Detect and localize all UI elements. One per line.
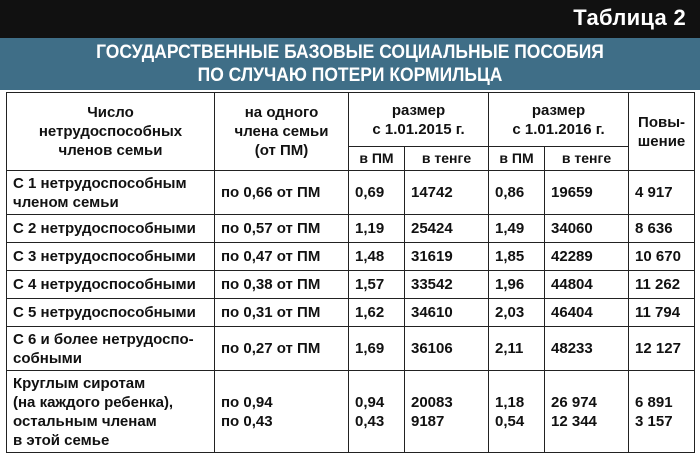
row-tenge-2016: 42289 [545, 243, 629, 271]
row-pm-2015: 1,48 [349, 243, 405, 271]
row-tenge-2016: 48233 [545, 327, 629, 371]
row-label: С 1 нетрудоспособным членом семьи [7, 171, 215, 215]
row-per-member: по 0,38 от ПМ [215, 271, 349, 299]
subheader-tenge-2016: в тенге [545, 147, 629, 171]
header-size-2016: размер с 1.01.2016 г. [489, 93, 629, 147]
table-label: Таблица 2 [573, 5, 686, 30]
row-increase: 8 636 [629, 215, 695, 243]
row-pm-2016: 2,03 [489, 299, 545, 327]
row-pm-2015: 1,62 [349, 299, 405, 327]
row-pm-2015: 1,69 [349, 327, 405, 371]
row-per-member: по 0,66 от ПМ [215, 171, 349, 215]
row-tenge-2016: 26 974 12 344 [545, 371, 629, 453]
row-label: Круглым сиротам (на каждого ребенка), остальным членам в этой семье [7, 371, 215, 453]
table-row [7, 243, 695, 271]
row-tenge-2015: 34610 [405, 299, 489, 327]
row-label: С 2 нетрудоспособными [7, 215, 215, 243]
row-pm-2015: 0,69 [349, 171, 405, 215]
benefits-table [6, 92, 695, 453]
top-bar [0, 0, 700, 38]
table-row [7, 171, 695, 215]
row-increase: 4 917 [629, 171, 695, 215]
row-pm-2015: 1,57 [349, 271, 405, 299]
row-tenge-2016: 46404 [545, 299, 629, 327]
table-row [7, 299, 695, 327]
header-per-member: на одного члена семьи (от ПМ) [215, 93, 349, 171]
row-per-member: по 0,31 от ПМ [215, 299, 349, 327]
row-increase: 11 794 [629, 299, 695, 327]
row-pm-2015: 0,94 0,43 [349, 371, 405, 453]
header-increase: Повы- шение [629, 93, 695, 171]
row-per-member: по 0,57 от ПМ [215, 215, 349, 243]
table-title [0, 38, 700, 90]
subheader-tenge-2015: в тенге [405, 147, 489, 171]
row-per-member: по 0,47 от ПМ [215, 243, 349, 271]
row-increase: 10 670 [629, 243, 695, 271]
row-pm-2015: 1,19 [349, 215, 405, 243]
row-tenge-2015: 31619 [405, 243, 489, 271]
subheader-pm-2015: в ПМ [349, 147, 405, 171]
row-tenge-2016: 19659 [545, 171, 629, 215]
table-row [7, 327, 695, 371]
row-increase: 12 127 [629, 327, 695, 371]
title-line-1: ГОСУДАРСТВЕННЫЕ БАЗОВЫЕ СОЦИАЛЬНЫЕ ПОСОБИЯ [96, 42, 604, 63]
row-increase: 6 891 3 157 [629, 371, 695, 453]
row-pm-2016: 1,18 0,54 [489, 371, 545, 453]
row-pm-2016: 0,86 [489, 171, 545, 215]
row-tenge-2015: 25424 [405, 215, 489, 243]
title-line-2: ПО СЛУЧАЮ ПОТЕРИ КОРМИЛЬЦА [197, 65, 503, 86]
row-tenge-2016: 34060 [545, 215, 629, 243]
row-label: С 5 нетрудоспособными [7, 299, 215, 327]
row-pm-2016: 1,85 [489, 243, 545, 271]
row-tenge-2016: 44804 [545, 271, 629, 299]
row-label: С 6 и более нетрудоспо- собными [7, 327, 215, 371]
row-per-member: по 0,27 от ПМ [215, 327, 349, 371]
row-pm-2016: 1,96 [489, 271, 545, 299]
table-row [7, 271, 695, 299]
row-tenge-2015: 36106 [405, 327, 489, 371]
row-pm-2016: 2,11 [489, 327, 545, 371]
row-tenge-2015: 33542 [405, 271, 489, 299]
header-family-members: Число нетрудоспособных членов семьи [7, 93, 215, 171]
row-increase: 11 262 [629, 271, 695, 299]
table-row-orphans [7, 371, 695, 453]
row-label: С 3 нетрудоспособными [7, 243, 215, 271]
table-row [7, 215, 695, 243]
row-per-member: по 0,94 по 0,43 [215, 371, 349, 453]
row-tenge-2015: 14742 [405, 171, 489, 215]
row-label: С 4 нетрудоспособными [7, 271, 215, 299]
row-tenge-2015: 20083 9187 [405, 371, 489, 453]
subheader-pm-2016: в ПМ [489, 147, 545, 171]
header-size-2015: размер с 1.01.2015 г. [349, 93, 489, 147]
row-pm-2016: 1,49 [489, 215, 545, 243]
